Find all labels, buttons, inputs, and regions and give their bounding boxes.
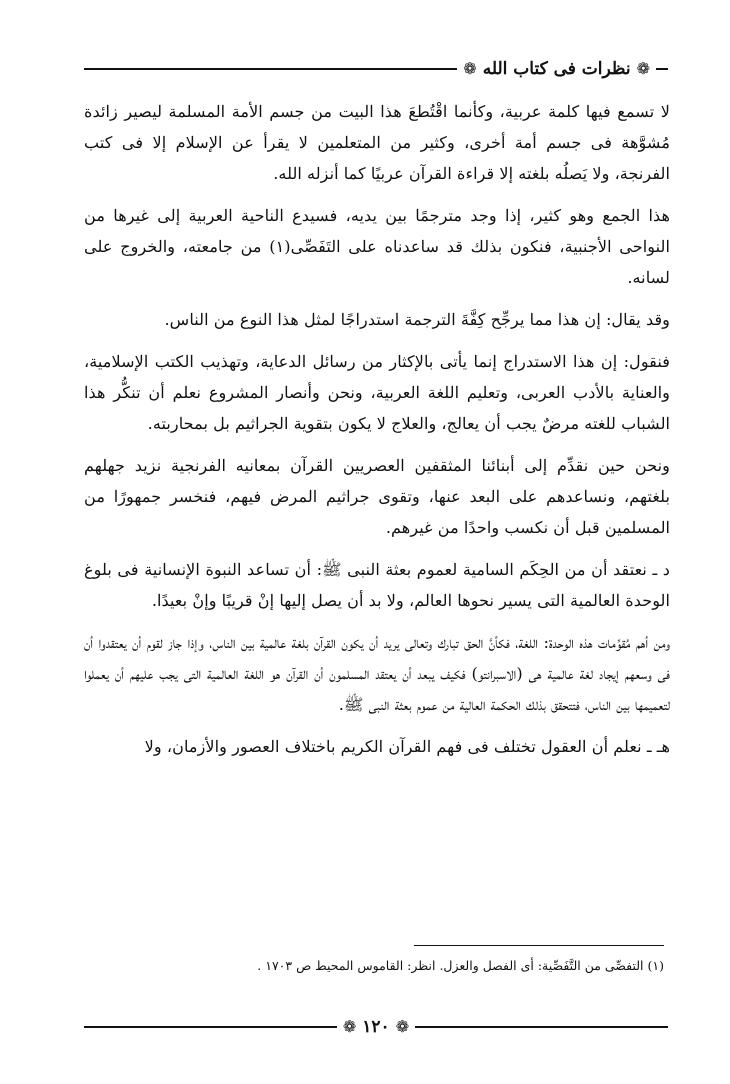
paragraph: فنقول: إن هذا الاستدراج إنما يأتى بالإكثار من رسائل الدعاية، وتهذيب الكتب الإسلامية، والعناية بالأدب العربى، وتعليم اللغة العربية، ونحن وأنصار المشروع نعلم أن تنكُّر هذا الشباب للغته مرضٌ يجب أن يعالج، والعلاج لا يكون بتقوية الجراثيم بل بمحاربته. [84,352,670,433]
paragraph: هذا الجمع وهو كثير، إذا وجد مترجمًا بين يديه، فسيدع الناحية العربية إلى غيرها من النواحى الأجنبية، فنكون بذلك قد ساعدناه على التَفَصِّى(١) من جامعته، والخروج على لسانه. [84,206,670,287]
paragraph: ومن أهم مُقوِّمات هذه الوحدة: اللغة، فكأنَّ الحق تبارك وتعالى يريد أن يكون القرآن بلغة عالمية بين الناس، وإذا جاز لقوم أن يعتقدوا أن فى وسعهم إيجاد لغة عالمية هى (الاسبرانتو) فكيف يبعد أن يعتقد المسلمون أن القرآن هو اللغة العالمية التى يجب عليهم أن يعملوا لتعميمها بين الناس، فتتحقق بذلك الحكمة العالية من عموم بعثة النبى ﷺ. [84,633,670,714]
footer-rule-left [84,1026,337,1028]
paragraph: لا تسمع فيها كلمة عربية، وكأنما اقْتُطعَ هذا البيت من جسم الأمة المسلمة ليصير زائدة مُشوَّهة فى جسم أمة أخرى، وكثير من المتعلمين لا يقرأ عن الإسلام إلا فى كتب الفرنجة، ولا يَصلُه بلغته إلا قراءة القرآن عربيًا كما أنزله الله. [84,102,670,183]
flower-ornament-icon: ❁ [463,59,477,78]
header-rule-left [84,68,457,70]
page-number: ١٢٠ [362,1017,390,1037]
flower-ornament-icon: ❁ [636,59,650,78]
header-rule-right [656,68,668,70]
header-title-group [457,59,656,79]
paragraph: هـ ـ نعلم أن العقول تختلف فى فهم القرآن الكريم باختلاف العصور والأزمان، ولا [144,737,670,756]
running-title: نظرات فى كتاب الله [482,59,631,79]
footnote-divider [414,945,664,946]
flower-ornament-icon: ❁ [395,1017,410,1036]
page-footer [84,1012,668,1042]
paragraph: ونحن حين نقدِّم إلى أبنائنا المثقفين العصريين القرآن بمعانيه الفرنجية نزيد جهلهم بلغتهم، ونساعدهم على البعد عنها، وتقوى جراثيم المرض فيهم، فنخسر جمهورًا من المسلمين قبل أن نكسب واحدًا من غيرهم. [84,456,670,537]
running-header [84,54,668,84]
footer-rule-right [415,1026,668,1028]
paragraph: د ـ نعتقد أن من الحِكَم السامية لعموم بعثة النبى ﷺ: أن تساعد النبوة الإنسانية فى بلوغ الوحدة العالمية التى يسير نحوها العالم، ولا بد أن يصل إليها إنْ قريبًا وإنْ بعيدًا. [84,560,670,610]
footnote: (١) التفصِّى من التَّفَصِّية: أى الفصل والعزل. انظر: القاموس المحيط ص ١٧٠٣ . [257,958,664,973]
flower-ornament-icon: ❁ [342,1017,357,1036]
page-number-group [337,1017,415,1037]
paragraph: وقد يقال: إن هذا مما يرجِّح كِفَّةَ الترجمة استدراجًا لمثل هذا النوع من الناس. [164,310,670,329]
body-text [84,96,670,773]
